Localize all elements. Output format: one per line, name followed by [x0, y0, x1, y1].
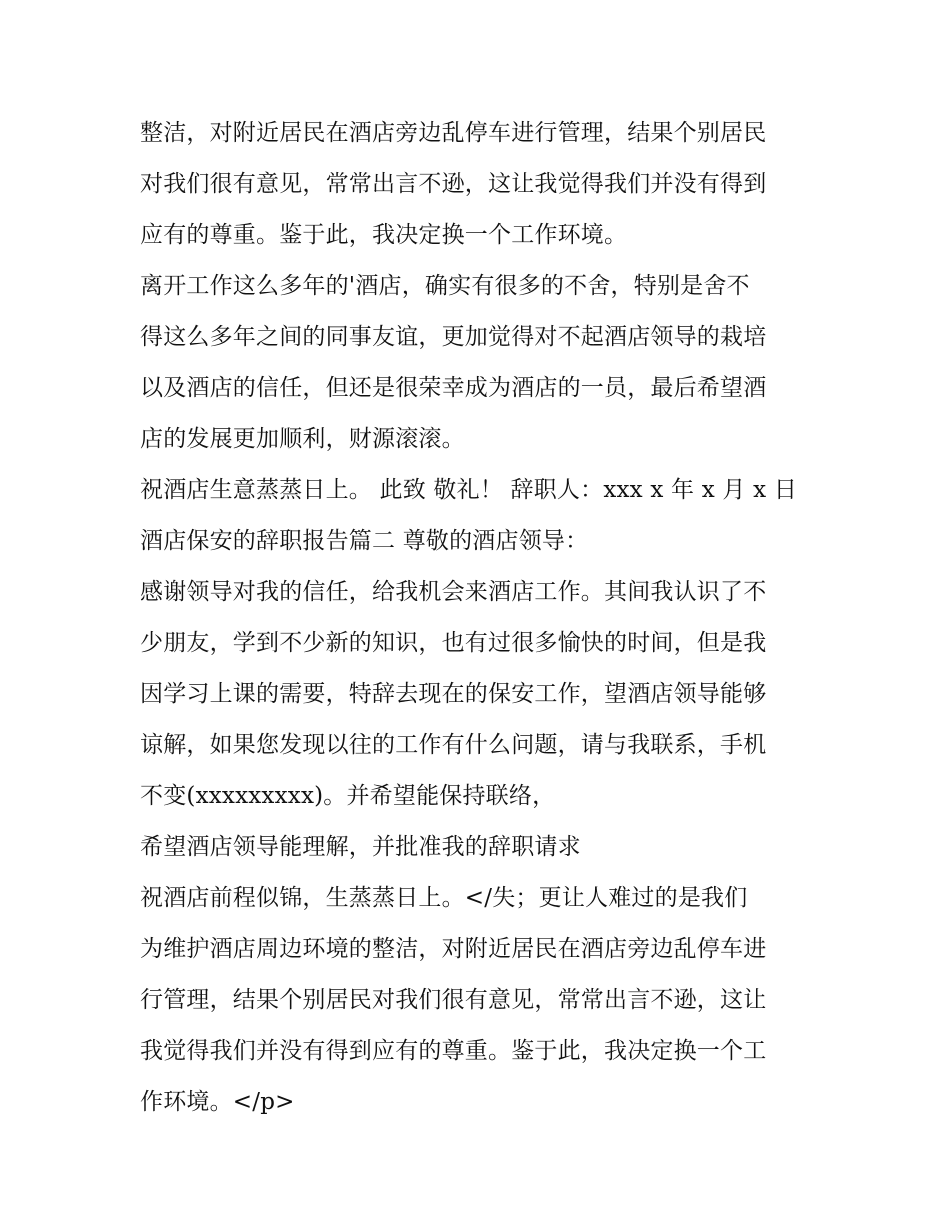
text-line: 不变(xxxxxxxxx)。并希望能保持联络，	[140, 783, 556, 809]
text-line: 应有的尊重。鉴于此，我决定换一个工作环境。	[140, 222, 628, 248]
text-line: 少朋友，学到不少新的知识，也有过很多愉快的时间，但是我	[140, 630, 767, 656]
document-body	[140, 108, 820, 1128]
text-line: 整洁，对附近居民在酒店旁边乱停车进行管理，结果个别居民	[140, 120, 767, 146]
text-line: 感谢领导对我的信任，给我机会来酒店工作。其间我认识了不	[140, 579, 767, 605]
text-line: 店的发展更加顺利，财源滚滚。	[140, 426, 465, 452]
text-line: 祝酒店生意蒸蒸日上。 此致 敬礼！ 辞职人：xxx x 年 x 月 x 日	[140, 477, 798, 503]
text-line: 祝酒店前程似锦，生蒸蒸日上。</失；更让人难过的是我们	[140, 885, 748, 911]
text-line: 为维护酒店周边环境的整洁，对附近居民在酒店旁边乱停车进	[140, 936, 767, 962]
text-line: 离开工作这么多年的'酒店，确实有很多的不舍，特别是舍不	[140, 273, 750, 299]
text-line: 因学习上课的需要，特辞去现在的保安工作，望酒店领导能够	[140, 681, 767, 707]
text-line: 酒店保安的辞职报告篇二 尊敬的酒店领导：	[140, 528, 589, 554]
text-line: 对我们很有意见，常常出言不逊，这让我觉得我们并没有得到	[140, 171, 767, 197]
text-line: 以及酒店的信任，但还是很荣幸成为酒店的一员，最后希望酒	[140, 375, 767, 401]
text-line: 得这么多年之间的同事友谊，更加觉得对不起酒店领导的栽培	[140, 324, 767, 350]
text-line: 行管理，结果个别居民对我们很有意见，常常出言不逊，这让	[140, 987, 767, 1013]
text-line: 我觉得我们并没有得到应有的尊重。鉴于此，我决定换一个工	[140, 1038, 767, 1064]
text-line: 希望酒店领导能理解，并批准我的辞职请求	[140, 834, 581, 860]
text-line: 作环境。</p>	[140, 1089, 295, 1115]
text-line: 谅解，如果您发现以往的工作有什么问题，请与我联系，手机	[140, 732, 767, 758]
